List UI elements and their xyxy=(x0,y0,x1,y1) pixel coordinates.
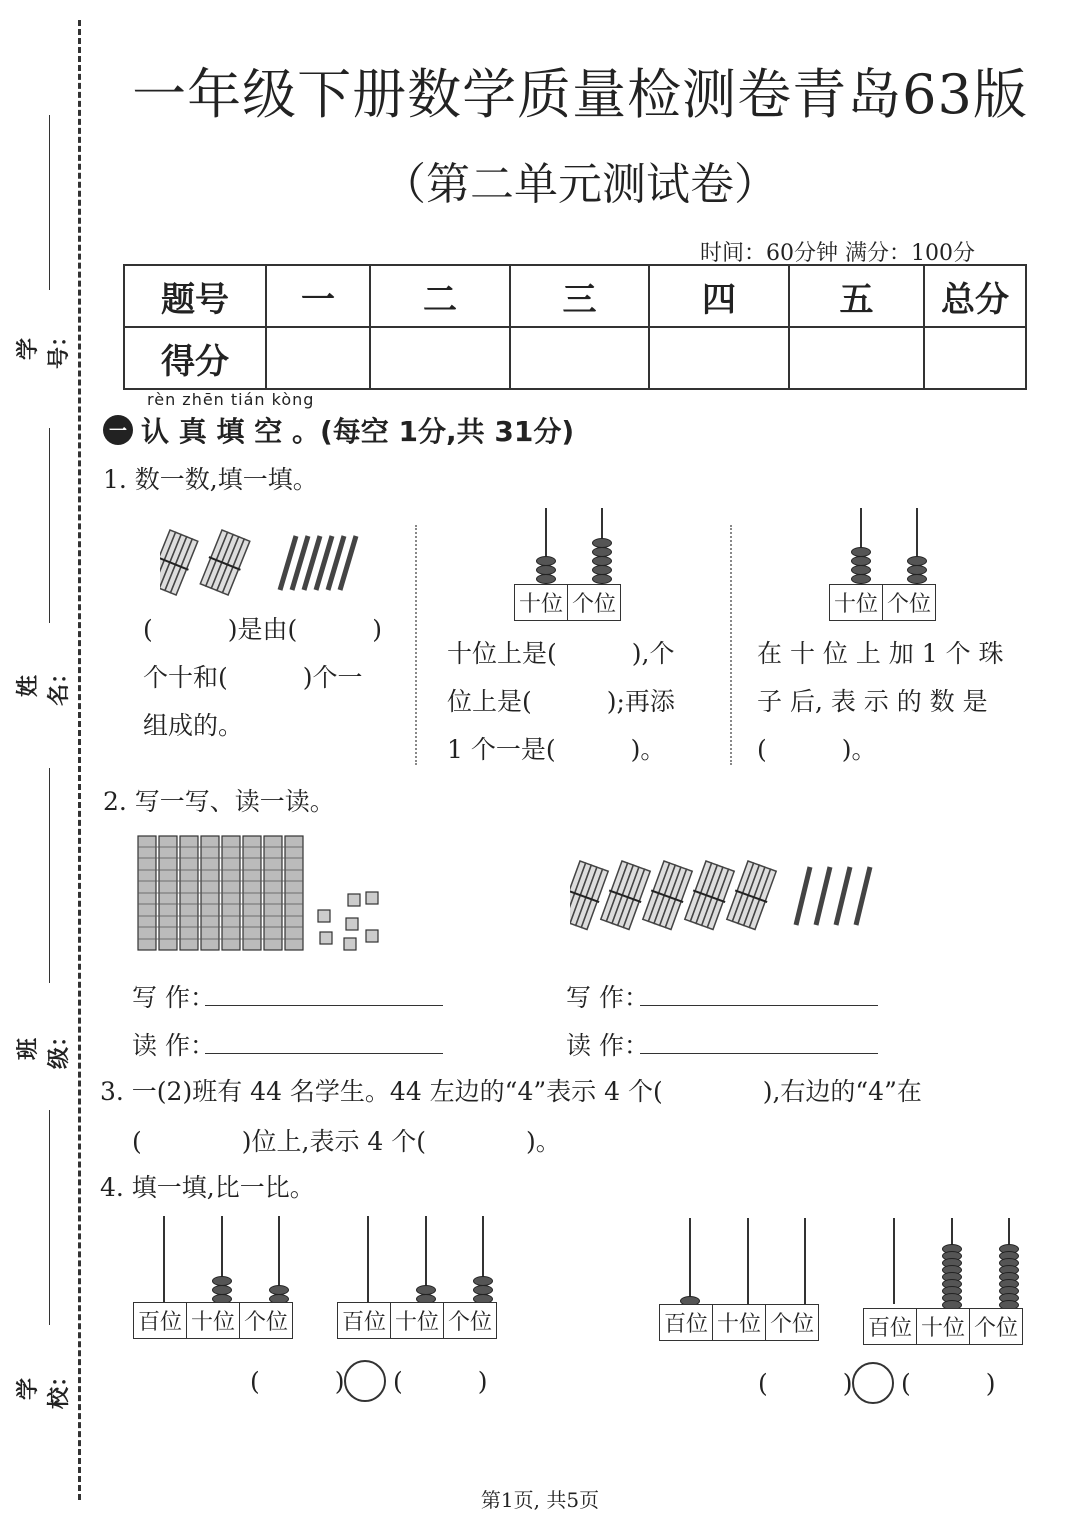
place-ones: 个位 xyxy=(572,592,617,617)
class-label: 班级： xyxy=(16,1024,72,1069)
compare-circle[interactable] xyxy=(344,1360,386,1402)
section-pinyin: rèn zhēn tián kòng xyxy=(147,390,315,409)
abacus-rod xyxy=(163,1216,165,1302)
score-cell[interactable] xyxy=(266,327,370,389)
q1c-text xyxy=(757,630,1004,774)
abacus-rod xyxy=(689,1218,691,1304)
section-title: 认 真 填 空 。(每空 1分,共 31分) xyxy=(141,415,575,448)
place-tens: 十位 xyxy=(917,1309,970,1344)
q4-answer-paren[interactable]: ( ) xyxy=(758,1369,853,1398)
score-cell[interactable] xyxy=(789,327,924,389)
q1b-text xyxy=(447,630,675,774)
compare-circle[interactable] xyxy=(852,1362,894,1404)
q1-label: 1. 数一数,填一填。 xyxy=(103,465,318,494)
place-ones: 个位 xyxy=(448,1310,493,1335)
section-number: 一 xyxy=(103,415,133,445)
name-label: 姓名： xyxy=(16,661,72,706)
score-header-cell: 二 xyxy=(370,265,510,327)
single-sticks xyxy=(280,536,356,590)
score-cell[interactable] xyxy=(649,327,789,389)
divider xyxy=(730,525,732,765)
score-header-cell: 三 xyxy=(510,265,649,327)
place-value-box xyxy=(514,584,621,621)
abacus-rod xyxy=(893,1218,895,1304)
abacus-bead xyxy=(592,574,612,584)
q4-answer-paren[interactable]: ( ) xyxy=(250,1367,345,1396)
q4-answer-paren[interactable]: ( ) xyxy=(393,1367,488,1396)
score-header-cell: 总分 xyxy=(924,265,1026,327)
score-row xyxy=(124,327,1026,389)
place-tens: 十位 xyxy=(391,1303,444,1338)
name-line xyxy=(49,428,50,623)
q4-label: 4. 填一填,比一比。 xyxy=(100,1173,315,1202)
score-cell[interactable] xyxy=(370,327,510,389)
q1a-text xyxy=(143,606,382,750)
school-label: 学校： xyxy=(16,1364,72,1409)
school-line xyxy=(49,1110,50,1325)
q2-sticks-image xyxy=(570,855,880,935)
q2-write-answer-line[interactable] xyxy=(205,1005,443,1006)
place-ones: 个位 xyxy=(887,592,932,617)
class-line xyxy=(49,768,50,983)
abacus-bead xyxy=(851,574,871,584)
place-tens: 十位 xyxy=(713,1305,766,1340)
page-subtitle: （第二单元测试卷） xyxy=(382,159,778,210)
abacus-rod xyxy=(804,1218,806,1304)
q2-write-label: 写 作： xyxy=(132,983,215,1012)
q1-sticks-image xyxy=(160,522,375,600)
q2-read-answer-line[interactable] xyxy=(640,1053,878,1054)
place-hundreds: 百位 xyxy=(134,1303,187,1338)
q1c-line: ( )。 xyxy=(757,735,877,764)
q2-read-label: 读 作： xyxy=(566,1031,649,1060)
page-footer: 第1页, 共5页 xyxy=(480,1488,600,1512)
place-hundreds: 百位 xyxy=(864,1309,917,1344)
score-table xyxy=(123,264,1027,390)
student-id-line xyxy=(49,115,50,290)
score-header-cell: 题号 xyxy=(124,265,266,327)
abacus-rod xyxy=(367,1216,369,1302)
stick-bundle xyxy=(160,529,200,596)
q3-line2: ( )位上,表示 4 个( )。 xyxy=(132,1127,561,1156)
q4-answer-paren[interactable]: ( ) xyxy=(901,1369,996,1398)
score-cell[interactable] xyxy=(924,327,1026,389)
place-value-box xyxy=(337,1302,497,1339)
abacus-bead xyxy=(536,574,556,584)
place-tens: 十位 xyxy=(187,1303,240,1338)
q1b-line: 十位上是( ),个 xyxy=(447,639,675,668)
section-heading xyxy=(103,410,574,450)
page-title: 一年级下册数学质量检测卷青岛63版 xyxy=(132,63,1028,126)
score-header-cell: 五 xyxy=(789,265,924,327)
place-ones: 个位 xyxy=(244,1310,289,1335)
q3-line1: 3. 一(2)班有 44 名学生。44 左边的“4”表示 4 个( ),右边的“4”在 xyxy=(100,1077,922,1106)
place-tens: 十位 xyxy=(515,585,568,620)
place-value-box xyxy=(133,1302,293,1339)
q2-read-answer-line[interactable] xyxy=(205,1053,443,1054)
abacus-bead xyxy=(907,574,927,584)
q2-read-label: 读 作： xyxy=(132,1031,215,1060)
place-hundreds: 百位 xyxy=(338,1303,391,1338)
q1b-line: 1 个一是( )。 xyxy=(447,735,666,764)
place-ones: 个位 xyxy=(974,1316,1019,1341)
score-row-label: 得分 xyxy=(124,327,266,389)
q1a-line: 组成的。 xyxy=(143,711,244,740)
cut-line xyxy=(78,20,81,1500)
q2-write-answer-line[interactable] xyxy=(640,1005,878,1006)
score-header-row xyxy=(124,265,1026,327)
place-value-box xyxy=(829,584,936,621)
time-info: 时间：60分钟 满分：100分 xyxy=(700,241,975,266)
place-tens: 十位 xyxy=(830,585,883,620)
abacus-rod xyxy=(747,1218,749,1304)
place-value-box xyxy=(863,1308,1023,1345)
q2-label: 2. 写一写、读一读。 xyxy=(103,787,335,816)
q1b-line: 位上是( );再添 xyxy=(447,687,675,716)
stick-bundle xyxy=(198,529,251,596)
place-ones: 个位 xyxy=(770,1312,815,1337)
q1c-line: 子 后, 表 示 的 数 是 xyxy=(757,687,988,716)
student-id-label: 学号： xyxy=(16,324,72,369)
base-ten-blocks-image xyxy=(136,832,386,954)
place-value-box xyxy=(659,1304,819,1341)
score-header-cell: 一 xyxy=(266,265,370,327)
score-cell[interactable] xyxy=(510,327,649,389)
q2-write-label: 写 作： xyxy=(566,983,649,1012)
q1a-line: ( )是由( ) xyxy=(143,615,383,644)
divider xyxy=(415,525,417,765)
score-header-cell: 四 xyxy=(649,265,789,327)
q1a-line: 个十和( )个一 xyxy=(143,663,363,692)
q1c-line: 在 十 位 上 加 1 个 珠 xyxy=(757,639,1004,668)
place-hundreds: 百位 xyxy=(660,1305,713,1340)
